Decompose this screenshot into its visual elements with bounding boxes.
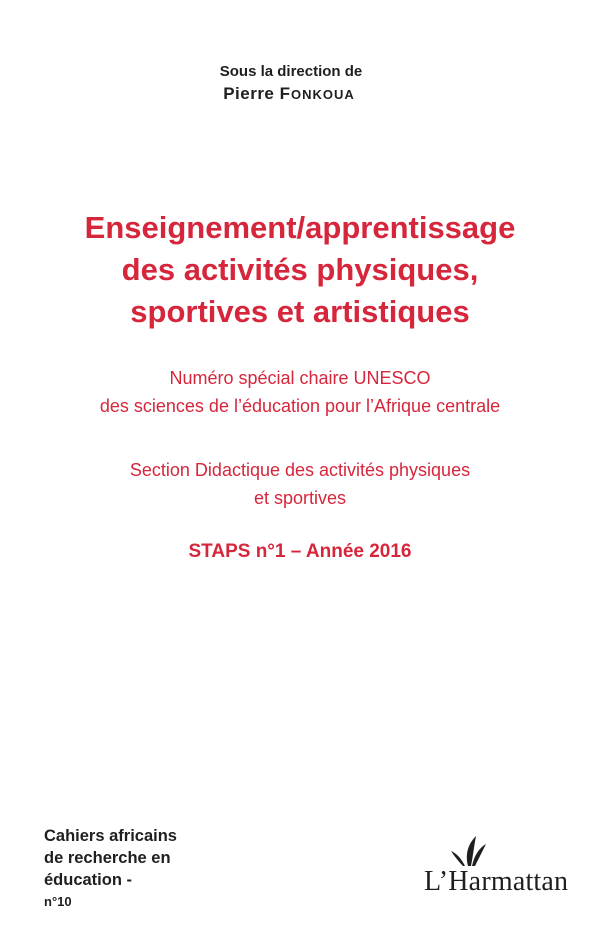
editor-first-name: Pierre <box>223 84 275 103</box>
title-line-2: des activités physiques, <box>121 252 479 287</box>
editor-last-name: FONKOUA <box>279 84 355 103</box>
editor-credit <box>0 62 600 106</box>
publisher-logo <box>424 832 574 896</box>
publisher-name <box>424 866 568 896</box>
issue-label: STAPS n°1 – Année 2016 <box>188 541 412 562</box>
series-line-1: Cahiers africains <box>44 827 177 845</box>
series-name <box>44 825 177 913</box>
publisher-wordmark: Harmattan <box>448 866 569 896</box>
editor-name <box>0 83 600 106</box>
section-line-2: et sportives <box>253 488 347 508</box>
subtitle-line-1: Numéro spécial chaire UNESCO <box>169 368 431 388</box>
title-line-1: Enseignement/apprentissage <box>84 210 516 245</box>
leaf-icon <box>472 844 486 866</box>
section-line-1: Section Didactique des activités physiques <box>129 460 471 480</box>
book-subtitle <box>0 364 600 420</box>
section-heading <box>0 456 600 512</box>
publisher-prefix: L’ <box>424 866 449 896</box>
series-number: n°10 <box>44 894 72 909</box>
title-line-3: sportives et artistiques <box>130 294 470 329</box>
series-line-2: de recherche en <box>44 849 171 867</box>
editor-label: Sous la direction de <box>219 63 363 80</box>
book-title <box>0 207 600 333</box>
series-line-3 <box>44 869 177 913</box>
subtitle-line-2: des sciences de l’éducation pour l’Afrique centrale <box>99 396 501 416</box>
series-line-3-text: éducation - <box>44 871 133 889</box>
leaf-icon <box>451 851 465 866</box>
